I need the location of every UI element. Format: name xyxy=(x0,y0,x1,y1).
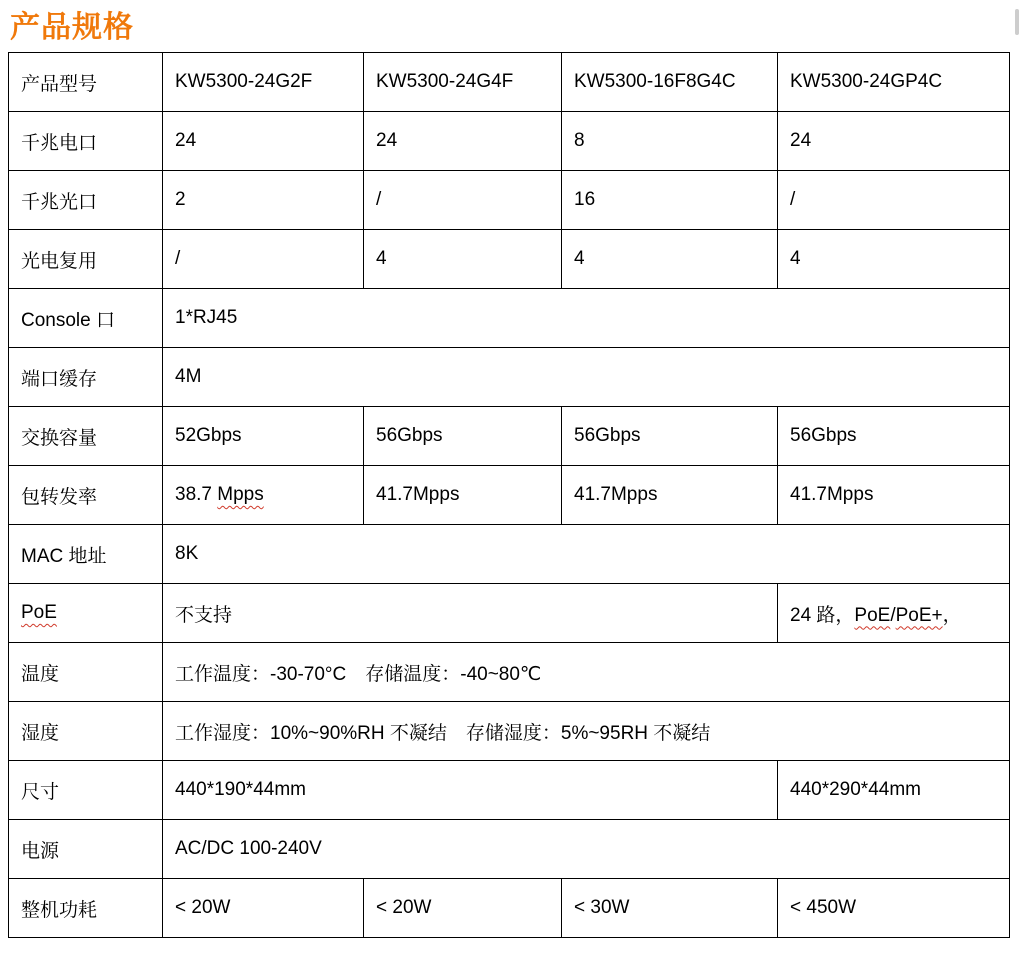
table-row xyxy=(9,525,1010,584)
table-row xyxy=(9,53,1010,112)
row-label: 尺寸 xyxy=(9,761,163,820)
row-label: 光电复用 xyxy=(9,230,163,289)
spec-cell: 56Gbps xyxy=(562,407,778,466)
spec-cell: / xyxy=(364,171,562,230)
row-label: Console 口 xyxy=(9,289,163,348)
spec-cell: 440*190*44mm xyxy=(163,761,778,820)
spec-cell: 8 xyxy=(562,112,778,171)
spec-cell: 1*RJ45 xyxy=(163,289,1010,348)
table-row xyxy=(9,289,1010,348)
spec-cell: 440*290*44mm xyxy=(778,761,1010,820)
spec-cell: 不支持 xyxy=(163,584,778,643)
spec-cell: 4M xyxy=(163,348,1010,407)
spec-cell: KW5300-24G2F xyxy=(163,53,364,112)
row-label xyxy=(9,584,163,643)
spec-cell: 4 xyxy=(778,230,1010,289)
spec-cell: / xyxy=(163,230,364,289)
spec-table-body xyxy=(9,53,1010,938)
table-row xyxy=(9,112,1010,171)
spellcheck-wavy-text: PoE xyxy=(854,604,891,626)
spec-cell: 24 xyxy=(163,112,364,171)
row-label: 端口缓存 xyxy=(9,348,163,407)
spec-cell: 工作湿度：10%~90%RH 不凝结 存储湿度：5%~95RH 不凝结 xyxy=(163,702,1010,761)
spec-cell: KW5300-24GP4C xyxy=(778,53,1010,112)
spec-cell: 56Gbps xyxy=(778,407,1010,466)
vertical-scrollbar-thumb[interactable] xyxy=(1015,9,1019,35)
spellcheck-wavy-text: PoE xyxy=(21,602,57,623)
row-label: 交换容量 xyxy=(9,407,163,466)
spellcheck-wavy-text: Mpps xyxy=(217,484,264,505)
spec-cell: 工作温度：-30-70°C 存储温度：-40~80℃ xyxy=(163,643,1010,702)
table-row xyxy=(9,879,1010,938)
spec-cell: KW5300-16F8G4C xyxy=(562,53,778,112)
spec-cell: 41.7Mpps xyxy=(778,466,1010,525)
spec-cell: 41.7Mpps xyxy=(562,466,778,525)
table-row xyxy=(9,584,1010,643)
row-label: 千兆光口 xyxy=(9,171,163,230)
spec-cell: 4 xyxy=(364,230,562,289)
row-label: 温度 xyxy=(9,643,163,702)
row-label: 千兆电口 xyxy=(9,112,163,171)
row-label: 产品型号 xyxy=(9,53,163,112)
table-row xyxy=(9,702,1010,761)
table-row xyxy=(9,466,1010,525)
spec-cell: 41.7Mpps xyxy=(364,466,562,525)
spec-cell: 4 xyxy=(562,230,778,289)
table-row xyxy=(9,230,1010,289)
spec-cell: 8K xyxy=(163,525,1010,584)
table-row xyxy=(9,643,1010,702)
row-label: 整机功耗 xyxy=(9,879,163,938)
spec-cell: 38.7 Mpps xyxy=(163,466,364,525)
spec-cell: < 20W xyxy=(364,879,562,938)
spec-cell: 24 xyxy=(364,112,562,171)
row-label: 电源 xyxy=(9,820,163,879)
spec-table xyxy=(8,52,1010,938)
table-row xyxy=(9,171,1010,230)
spec-cell: 56Gbps xyxy=(364,407,562,466)
table-row xyxy=(9,348,1010,407)
row-label: 湿度 xyxy=(9,702,163,761)
spec-cell: 16 xyxy=(562,171,778,230)
table-row xyxy=(9,407,1010,466)
spec-cell: < 30W xyxy=(562,879,778,938)
spec-cell: < 20W xyxy=(163,879,364,938)
spec-cell: AC/DC 100-240V xyxy=(163,820,1010,879)
spec-cell: < 450W xyxy=(778,879,1010,938)
table-row xyxy=(9,820,1010,879)
spellcheck-wavy-text: PoE+ xyxy=(895,604,943,626)
spec-cell: 24 路，PoE/PoE+， xyxy=(778,584,1010,643)
spec-cell: 24 xyxy=(778,112,1010,171)
spec-cell: KW5300-24G4F xyxy=(364,53,562,112)
spec-cell: / xyxy=(778,171,1010,230)
spec-cell: 2 xyxy=(163,171,364,230)
page-title: 产品规格 xyxy=(10,11,134,44)
row-label: MAC 地址 xyxy=(9,525,163,584)
row-label: 包转发率 xyxy=(9,466,163,525)
table-row xyxy=(9,761,1010,820)
spec-cell: 52Gbps xyxy=(163,407,364,466)
